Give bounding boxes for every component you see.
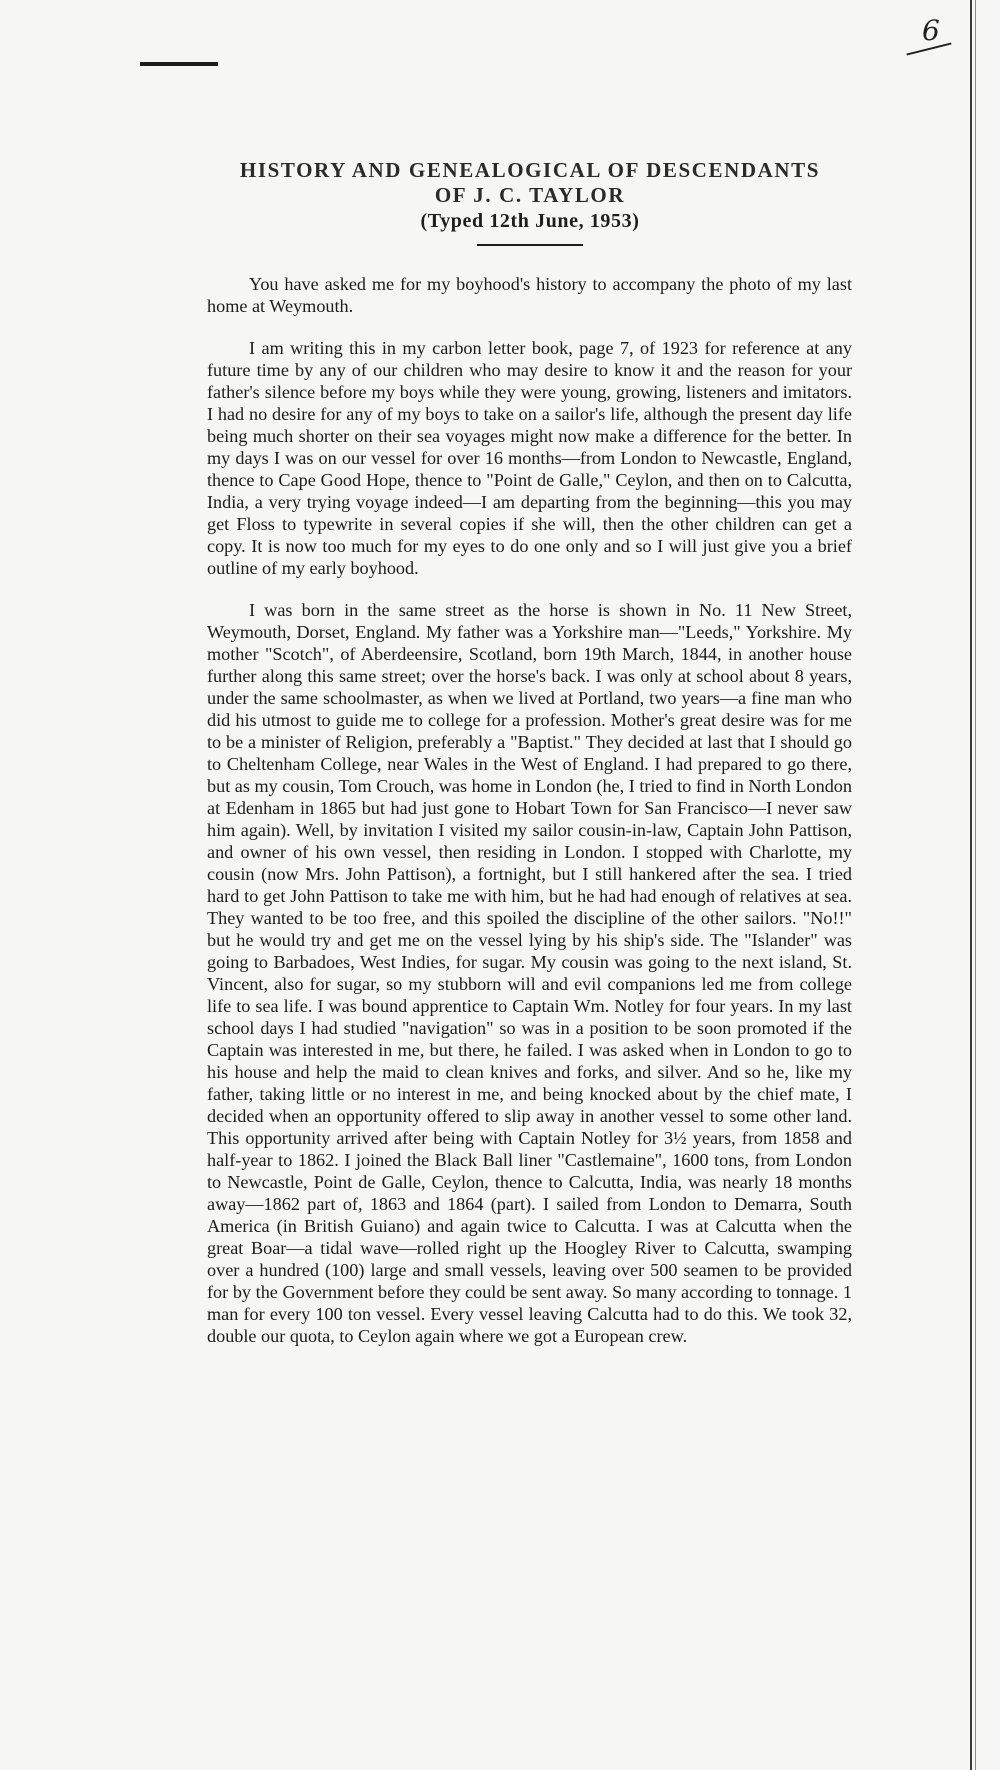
paragraph-carbon-book: I am writing this in my carbon letter book, page 7, of 1923 for reference at any future time by any of our children who may desire to know it and the reason for your father's silence before my boys while they were young, growing, listeners and imitators. I had no desire for any of my boys to take on a sailor's life, although the present day life being much shorter on their sea voyages might now make a difference for the better. In my days I was on our vessel for over 16 months—from London to Newcastle, England, thence to Cape Good Hope, thence to "Point de Galle," Ceylon, and then on to Calcutta, India, a very trying voyage indeed—I am departing from the beginning—this you may get Floss to typewrite in several copies if she will, then the other children can get a copy. It is now too much for my eyes to do one only and so I will just give you a brief outline of my early boyhood.	[207, 338, 852, 578]
page-number: 6	[922, 14, 940, 47]
page-edge-line	[970, 0, 972, 1770]
paragraph-intro: You have asked me for my boyhood's history to accompany the photo of my last home at Weymouth.	[207, 274, 852, 316]
typed-date: (Typed 12th June, 1953)	[420, 210, 640, 232]
title-underline	[477, 244, 583, 246]
letter-body	[207, 273, 852, 1347]
title-line-1: HISTORY AND GENEALOGICAL OF DESCENDANTS	[239, 158, 821, 182]
title-line-2: OF J. C. TAYLOR	[434, 183, 626, 207]
paragraph-boyhood: I was born in the same street as the horse is shown in No. 11 New Street, Weymouth, Dorset, England. My father was a Yorkshire man—"Leeds," Yorkshire. My mother "Scotch", of Aberdeensire, Scotland, born 19th March, 1844, in another house further along this same street; over the horse's back. I was only at school about 8 years, under the same schoolmaster, as when we lived at Portland, two years—a fine man who did his utmost to guide me to college for a profession. Mother's great desire was for me to be a minister of Religion, preferably a "Baptist." They decided at last that I should go to Cheltenham College, near Wales in the West of England. I had prepared to go there, but as my cousin, Tom Crouch, was home in London (he, I tried to find in North London at Edenham in 1865 but had just gone to Hobart Town for San Francisco—I never saw him again). Well, by invitation I visited my sailor cousin-in-law, Captain John Pattison, and owner of his own vessel, then residing in London. I stopped with Charlotte, my cousin (now Mrs. John Pattison), a fortnight, but I still hankered after the sea. I tried hard to get John Pattison to take me with him, but he had had enough of relatives at sea. They wanted to be too free, and this spoiled the discipline of the other sailors. "No!!" but he would try and get me on the vessel lying by his ship's side. The "Islander" was going to Barbadoes, West Indies, for sugar. My cousin was going to the next island, St. Vincent, also for sugar, so my stubborn will and evil companions led me from college life to sea life. I was bound apprentice to Captain Wm. Notley for four years. In my last school days I had studied "navigation" so was in a position to be soon promoted if the Captain was interested in me, but there, he failed. I was asked when in London to go to his house and help the maid to clean knives and forks, and silver. And so he, like my father, taking little or no interest in me, and being knocked about by the chief mate, I decided when an opportunity offered to slip away in another vessel to some other land. This opportunity arrived after being with Captain Notley for 3½ years, from 1858 and half-year to 1862. I joined the Black Ball liner "Castlemaine", 1600 tons, from London to Newcastle, Point de Galle, Ceylon, thence to Calcutta, India, was nearly 18 months away—1862 part of, 1863 and 1864 (part). I sailed from London to Demarra, South America (in British Guiano) and again twice to Calcutta. I was at Calcutta when the great Boar—a tidal wave—rolled right up the Hoogley River to Calcutta, swamping over a hundred (100) large and small vessels, leaving over 500 seamen to be provided for by the Government before they could be sent away. So many according to tonnage. 1 man for every 100 ton vessel. Every vessel leaving Calcutta had to do this. We took 32, double our quota, to Ceylon again where we got a European crew.	[207, 600, 852, 1346]
page-edge-line-secondary	[975, 0, 976, 1770]
title-block	[200, 158, 860, 246]
top-dash-mark	[140, 62, 218, 66]
